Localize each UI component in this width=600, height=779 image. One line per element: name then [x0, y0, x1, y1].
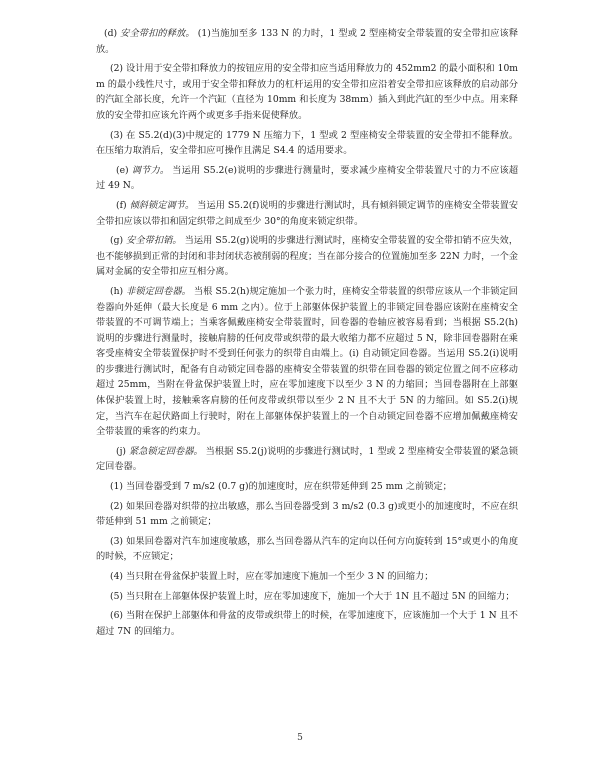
paragraph-g: (g) 安全带扣销。 当运用 S5.2(g)说明的步骤进行测试时，座椅安全带装置的安全带扣销不应失效，也不能够损到正常的封闭和非封闭状态被削弱的程度；当在部分接合的位置施加至多 22N 力时，一个金属对金属的安全带扣应互相分离。 — [96, 235, 519, 278]
paragraph-h: (h) 非锁定回卷器。 当根 S5.2(h)规定施加一个张力时，座椅安全带装置的织带应该从一个非锁定回卷器向外延伸（最大长度是 6 mm 之内）。位于上部躯体保护装置上的非锁定回卷器应该附在座椅安全带装置的不可调节端上；当乘客佩戴座椅安全带装置时，回卷器的卷轴应被容易看到；当根据 S5.2(h)说明的步骤进行测量时，接触肩膀的任何皮带或织带的最大收缩力都不应超过 5 N，除非回卷器附在乘客受座椅安全带装置保护时不受到任何张力的织带自由端上。(i) 自动锁定回卷器。当运用 S5.2(i)说明的步骤进行测试时，配备有自动锁定回卷器的座椅安全带装置的织带在回卷器的锁定位置之间不应移动超过 25mm，当附在骨盆保护装置上时，应在零加速度下以至少 3 N 的力缩回；当回卷器附在上部躯体保护装置上时，接触乘客肩膀的任何皮带或织带以至少 2 N 且不大于 5N 的力缩回。如 S5.2(i)规定，当汽车在起伏路面上行驶时，附在上部躯体保护装置上的一个自动锁定回卷器不应增加佩戴座椅安全带装置的乘客的约束力。 — [96, 285, 518, 438]
paragraph-d: (d) 安全带扣的释放。 (1)当施加至多 133 N 的力时，1 型或 2 型座椅安全带装置的安全带扣应该释放。 — [96, 28, 519, 55]
document-body — [96, 26, 518, 643]
paragraph-j2: (2) 如果回卷器对织带的拉出敏感，那么当回卷器受到 3 m/s2 (0.3 g)或更小的加速度时，不应在织带延伸到 51 mm 之前锁定； — [96, 500, 518, 528]
paragraph-j: (j) 紧急锁定回卷器。 当根据 S5.2(j)说明的步骤进行测试时，1 型或 2 型座椅安全带装置的紧急锁定回卷器。 — [96, 445, 519, 473]
paragraph-d2: (2) 设计用于安全带扣释放力的按钮应用的安全带扣应当适用释放力的 452mm2 的最小面积和 10mm 的最小线性尺寸，或用于安全带扣释放力的杠杆运用的安全带扣应沿着安全带扣应该释放的启动部分的汽缸全部长度，允许一个汽缸（直径为 10mm 和长度为 38mm）插入到此汽缸的至少中点。用来释放的安全带扣应该允许两个或更多手指来促使释放。 — [96, 63, 519, 121]
paragraph-d3: (3) 在 S5.2(d)(3)中规定的 1779 N 压缩力下，1 型或 2 型座椅安全带装置的安全带扣不能释放。在压缩力取消后，安全带扣应可操作且满足 S4.4 的适用要求。 — [96, 129, 518, 157]
paragraph-j5: (5) 当只附在上部躯体保护装置上时，应在零加速度下，施加一个大于 1N 且不超过 5N 的回缩力； — [110, 590, 515, 602]
paragraph-e: (e) 调节力。 当运用 S5.2(e)说明的步骤进行测量时，要求减少座椅安全带装置尺寸的力不应该超过 49 N。 — [96, 164, 519, 192]
paragraph-j6: (6) 当附在保护上部躯体和骨盆的皮带或织带上的时候，在零加速度下，应该施加一个大于 1 N 且不超过 7N 的回缩力。 — [96, 610, 518, 637]
paragraph-j4: (4) 当只附在骨盆保护装置上时，应在零加速度下施加一个至少 3 N 的回缩力； — [110, 571, 434, 582]
page-number: 5 — [297, 733, 303, 743]
paragraph-j1: (1) 当回卷器受到 7 m/s2 (0.7 g)的加速度时，应在织带延伸到 25 mm 之前锁定； — [110, 481, 452, 493]
paragraph-f: (f) 倾斜锁定调节。 当运用 S5.2(f)说明的步骤进行测试时，具有倾斜锁定调节的座椅安全带装置安全带扣应该以带扣和固定织带之间成至少 30°的角度来锁定织带。 — [96, 199, 519, 227]
paragraph-j3: (3) 如果回卷器对汽车加速度敏感，那么当回卷器从汽车的定向以任何方向旋转到 15°或更小的角度的时候，不应锁定； — [96, 535, 519, 563]
